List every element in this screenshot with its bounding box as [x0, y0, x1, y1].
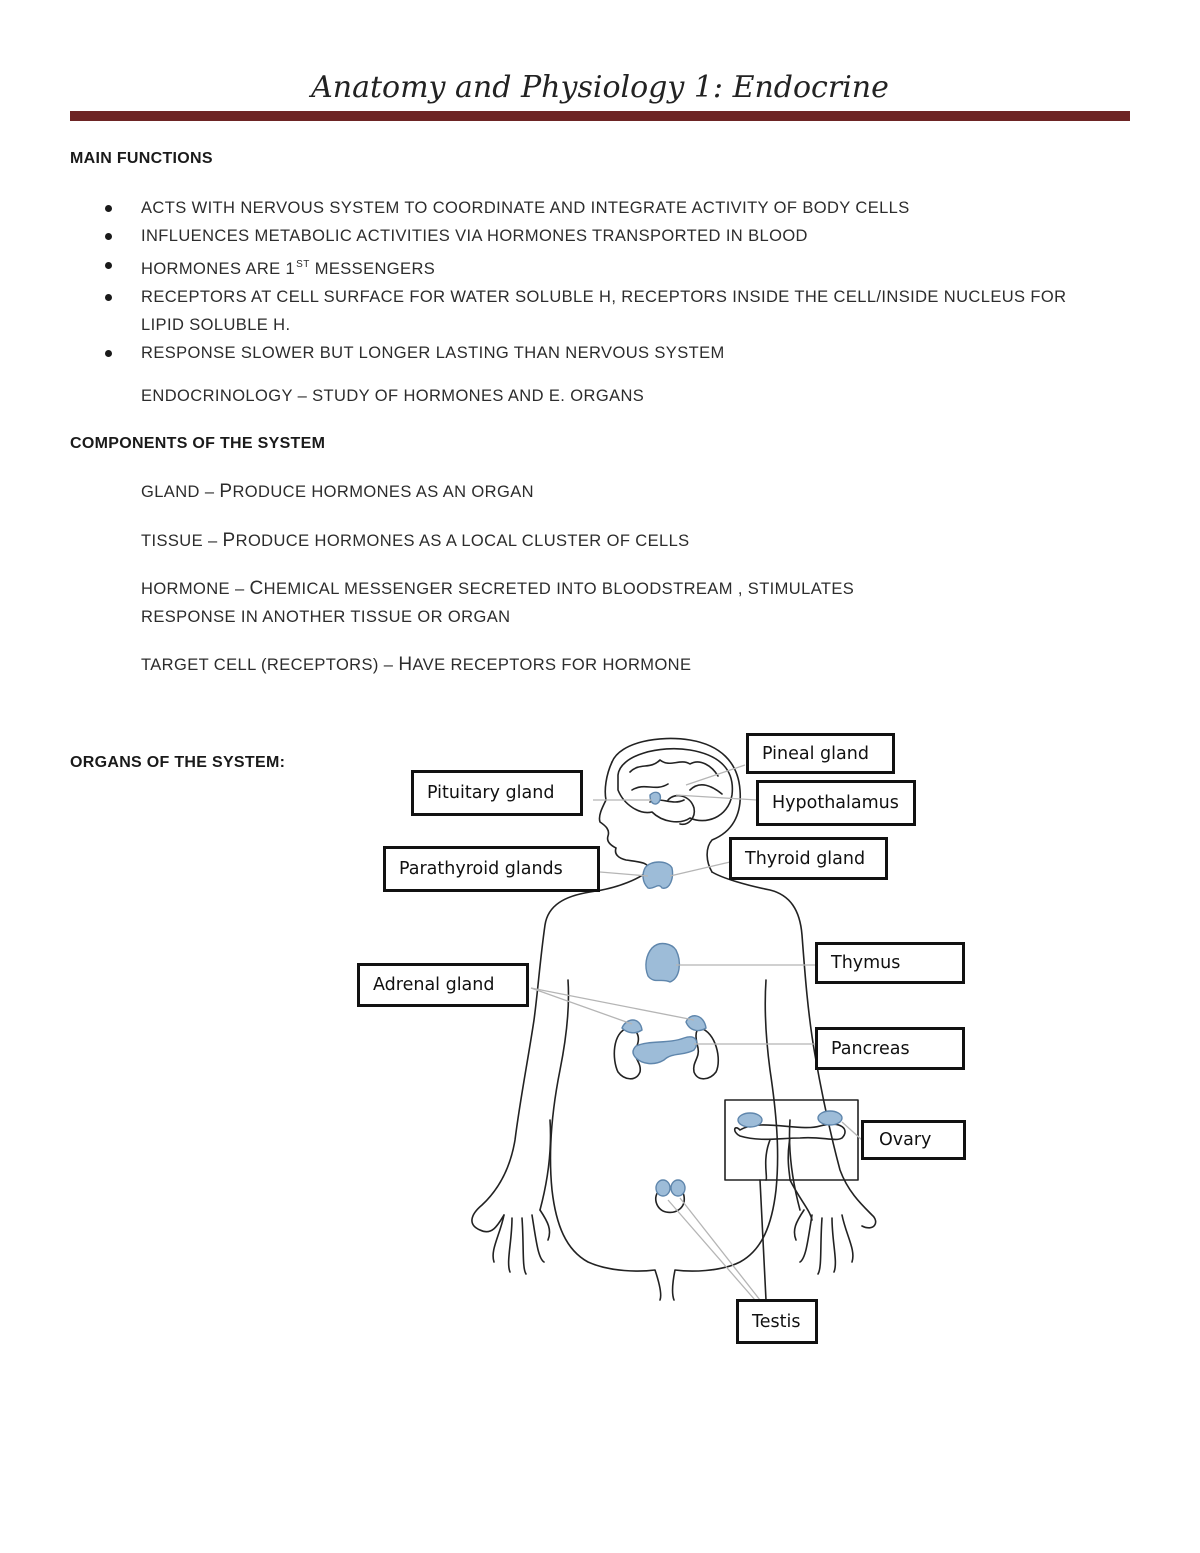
left-shoulder-arm: [472, 870, 650, 1232]
thyroid-leader: [670, 862, 730, 876]
pancreas-shape: [633, 1037, 697, 1064]
component-tissue: TISSUE – PRODUCE HORMONES AS A LOCAL CLUSTER OF CELLS: [141, 530, 690, 551]
testis-label: Testis: [736, 1299, 818, 1344]
list-item: RECEPTORS AT CELL SURFACE FOR WATER SOLUBLE H, RECEPTORS INSIDE THE CELL/INSIDE NUCLEUS FOR LIPID SOLUBLE H.: [96, 283, 1106, 340]
page-title: Anatomy and Physiology 1: Endocrine: [311, 70, 889, 105]
cerebellum-outline: [668, 796, 694, 825]
face-profile: [599, 762, 650, 870]
thyroid-gland-label: Thyroid gland: [729, 837, 888, 880]
testis-leader-1: [668, 1200, 755, 1300]
thymus-label: Thymus: [815, 942, 965, 984]
list-item: ACTS WITH NERVOUS SYSTEM TO COORDINATE AND INTEGRATE ACTIVITY OF BODY CELLS: [96, 194, 1106, 222]
adrenal-gland-label: Adrenal gland: [357, 963, 529, 1007]
pituitary-shape: [650, 792, 660, 804]
torso-left-side: [550, 980, 660, 1300]
lower-body-lines: [760, 1180, 812, 1300]
component-gland: GLAND – PRODUCE HORMONES AS AN ORGAN: [141, 481, 534, 502]
list-item: RESPONSE SLOWER BUT LONGER LASTING THAN NERVOUS SYSTEM: [96, 339, 1106, 367]
main-functions-heading: MAIN FUNCTIONS: [70, 150, 213, 167]
hypothalamus-label: Hypothalamus: [756, 780, 916, 826]
pancreas-label: Pancreas: [815, 1027, 965, 1070]
adrenal-leader-1: [531, 988, 632, 1024]
left-ovary-shape: [738, 1113, 762, 1127]
left-testis-shape: [656, 1180, 670, 1196]
pineal-leader: [686, 765, 745, 785]
thyroid-shape: [643, 862, 672, 888]
ovary-label: Ovary: [861, 1120, 966, 1160]
adrenal-leader-2: [531, 988, 694, 1020]
right-testis-shape: [671, 1180, 685, 1196]
brain-outline: [618, 749, 732, 822]
pituitary-gland-label: Pituitary gland: [411, 770, 583, 816]
pineal-gland-label: Pineal gland: [746, 733, 895, 774]
parathyroid-glands-label: Parathyroid glands: [383, 846, 600, 892]
testis-leader-2: [680, 1198, 760, 1300]
right-hand: [794, 1210, 852, 1274]
right-adrenal-shape: [686, 1016, 706, 1031]
list-item: INFLUENCES METABOLIC ACTIVITIES VIA HORMONES TRANSPORTED IN BLOOD: [96, 222, 1106, 250]
right-ovary-shape: [818, 1111, 842, 1125]
component-target-cell: TARGET CELL (RECEPTORS) – HAVE RECEPTORS FOR HORMONE: [141, 654, 692, 675]
right-kidney: [694, 1028, 719, 1079]
thymus-shape: [646, 944, 679, 982]
components-heading: COMPONENTS OF THE SYSTEM: [70, 435, 326, 452]
endocrinology-definition: ENDOCRINOLOGY – STUDY OF HORMONES AND E. ORGANS: [141, 387, 645, 405]
organs-heading: ORGANS OF THE SYSTEM:: [70, 754, 286, 771]
list-item: HORMONES ARE 1ST MESSENGERS: [96, 251, 1106, 283]
parathyroid-leader: [600, 872, 648, 876]
component-hormone: HORMONE – CHEMICAL MESSENGER SECRETED INTO BLOODSTREAM , STIMULATES RESPONSE IN ANOTHER TISSUE OR ORGAN: [141, 578, 855, 626]
